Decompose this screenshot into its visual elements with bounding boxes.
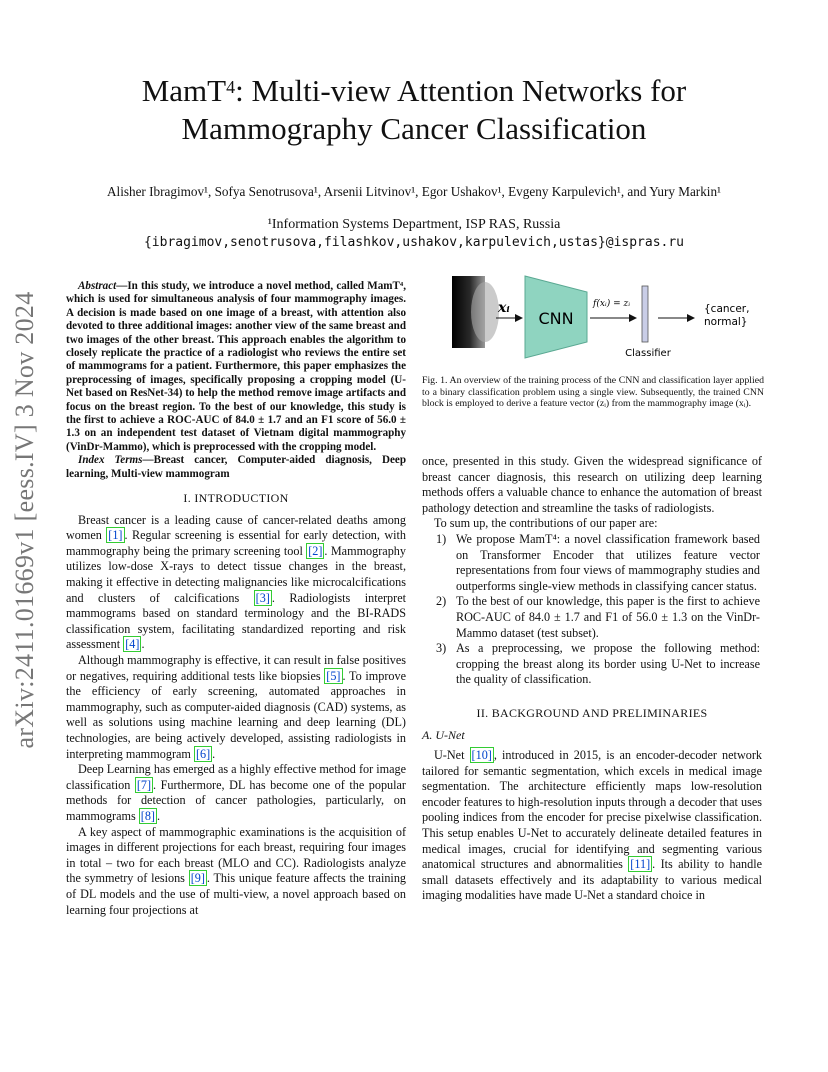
intro-paragraph-4: A key aspect of mammographic examinations is the acquisition of images in different projections for each breast, requiring four images in total – two for each breast (MLO and CC). Radiologists analyze the symmetry of lesions [9] . This unique feature affects the training of DL models and the use of multi-view, a novel approach based on learning four projections at	[66, 824, 407, 917]
contributions-list	[422, 532, 762, 688]
index-terms: Index Terms—Breast cancer, Computer-aided diagnosis, Deep learning, Multi-view mammogram	[66, 454, 406, 480]
contributions-intro: To sum up, the contributions of our paper are:	[434, 516, 658, 531]
classifier-layer	[642, 286, 648, 342]
citation-link[interactable]: [11]	[630, 857, 651, 872]
unet-paragraph: U-Net [10] , introduced in 2015, is an encoder-decoder network tailored for semantic segmentation, which excels in medical image segmentation. The architecture efficiently maps low-resolution encoder features to high-resolution inputs through a decoder that uses pooling indices from the encoder for precise pixelwise classification. This setup enables U-Net to accurately delineate detailed features in medical images, crucial for identifying and segmenting various anatomical structures and abnormalities [11] . Its ability to handle small datasets effectively and its adaptability to various medical imaging modalities have made U-Net a standard choice in	[422, 748, 763, 903]
output-label-line2: normal}	[704, 316, 748, 328]
citation-link[interactable]: [1]	[108, 528, 123, 543]
input-label: xᵢ	[498, 300, 510, 316]
citation-link[interactable]: [5]	[326, 668, 341, 683]
list-item: 1) We propose MamT⁴: a novel classification framework based on Transformer Encoder that utilizes feature vector representations from four views of mammography studies and outperforms single-view methods in classifying cancer status.	[436, 531, 760, 593]
citation-link[interactable]: [7]	[136, 777, 152, 792]
subsection-heading-unet: A. U-Net	[422, 727, 465, 742]
intro-paragraph-2: Although mammography is effective, it can result in false positives or negatives, requiring additional tests like biopsies [5] . To improve the efficiency of early screening, automated approaches in mammography, such as computer-aided diagnosis (CAD) systems, as well as solutions using machine learning and deep learning (DL) technologies, are being actively developed, assisting radiologists in interpreting mammogram [6] .	[66, 653, 406, 761]
author-list: Alisher Ibragimov¹, Sofya Senotrusova¹, Arsenii Litvinov¹, Egor Ushakov¹, Evgeny Karpulevich¹, and Yury Markin¹	[107, 184, 721, 199]
author-emails: {ibragimov,senotrusova,filashkov,ushakov,karpulevich,ustas}@ispras.ru	[143, 235, 685, 250]
figure-1-diagram	[422, 262, 767, 372]
figure-1-caption: Fig. 1. An overview of the training process of the CNN and classification layer applied to a binary classification problem using a single view. Subsequently, the trained CNN block is employed to derive a feature vector (zᵢ) from the mammography image (xᵢ).	[422, 375, 764, 409]
arxiv-side-stamp: arXiv:2411.01669v1 [eess.IV] 3 Nov 2024	[10, 291, 39, 749]
cnn-label: CNN	[538, 309, 574, 328]
output-label-line1: {cancer,	[704, 303, 750, 315]
citation-link[interactable]: [6]	[195, 746, 211, 761]
intro-paragraph-1: Breast cancer is a leading cause of cancer-related deaths among women [1] . Regular screening is essential for early detection, with mammography being the primary screening tool [2] . Mammography utilizes low-dose X-rays to detect tissue changes in the breast, making it effective in detecting malignancies like microcalcifications and clusters of calcifications [3] . Radiologists interpret mammograms based on standard terminology and the BI-RADS classification system, facilitating standardized reporting and risk assessment [4] .	[66, 512, 406, 652]
right-paragraph-1: once, presented in this study. Given the widespread significance of breast cancer diagnosis, this research on utilizing deep learning methods offers a valuable chance to enhance the automation of breast pathology detection and streamline the tasks of radiologists.	[422, 454, 762, 515]
section-heading-introduction: I. INTRODUCTION	[183, 491, 289, 506]
list-item: 2) To the best of our knowledge, this paper is the first to achieve ROC-AUC of 84.0 ± 1.7 and F1 of 56.0 ± 1.3 on the VinDr-Mammo dataset (test subset).	[436, 594, 760, 640]
left-column	[66, 280, 406, 918]
citation-link[interactable]: [3]	[255, 590, 270, 605]
citation-link[interactable]: [2]	[308, 543, 323, 558]
affiliation: ¹Information Systems Department, ISP RAS, Russia	[267, 217, 561, 232]
citation-link[interactable]: [10]	[471, 748, 492, 763]
right-column	[422, 454, 762, 904]
affiliation-block	[40, 216, 788, 252]
title-superscript: 4	[226, 77, 236, 97]
section-heading-background: II. BACKGROUND AND PRELIMINARIES	[476, 705, 708, 720]
intro-paragraph-3: Deep Learning has emerged as a highly effective method for image classification [7] . Furthermore, DL has become one of the popular methods for detection of cancer pathologies, particularly, on mammograms [8] .	[66, 762, 406, 823]
paper-title: MamT$^4$: Multi-view Attention Networks for Mammography Cancer Classification	[141, 73, 687, 146]
feature-function-label: f(xᵢ) = zᵢ	[593, 299, 631, 309]
citation-link[interactable]: [4]	[125, 637, 140, 652]
classifier-label: Classifier	[625, 348, 671, 359]
abstract: Abstract—In this study, we introduce a novel method, called MamT⁴, which is used for simultaneous analysis of four mammography images. A decision is made based on one image of a breast, with attention also devoted to three additional images: another view of the same breast and two images of the other breast. This approach enables the algorithm to closely replicate the practice of a radiologist who reviews the entire set of mammograms for a patient. Furthermore, this paper emphasizes the preprocessing of images, specifically proposing a cropping model (U-Net based on ResNet-34) to help the method remove image artifacts and focus on the breast region. To the best of our knowledge, this study is the first to achieve a ROC-AUC of 84.0 ± 1.7 and an F1 score of 56.0 ± 1.3 on an independent test dataset of Vietnam digital mammography (VinDr-Mammo), which is preprocessed with the cropping model.	[66, 280, 406, 453]
citation-link[interactable]: [8]	[140, 808, 155, 823]
breast-tissue-shape	[471, 282, 499, 342]
citation-link[interactable]: [9]	[190, 871, 205, 886]
list-item: 3) As a preprocessing, we propose the following method: cropping the breast along its border using U-Net to increase the quality of classification.	[436, 641, 760, 687]
